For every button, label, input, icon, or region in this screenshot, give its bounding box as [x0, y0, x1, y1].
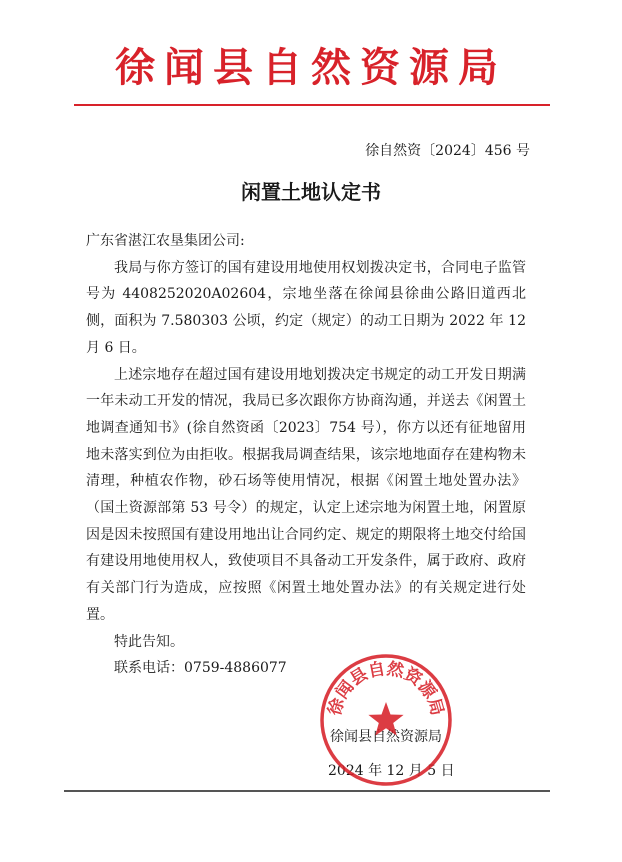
official-seal: [318, 652, 454, 788]
document-body: [86, 228, 526, 682]
issue-date: 2024 年 12 月 5 日: [328, 763, 455, 779]
document-number: 徐自然资〔2024〕456 号: [365, 143, 530, 159]
document-title: 闲置土地认定书: [241, 180, 381, 204]
closing-line: 特此告知。: [114, 633, 184, 650]
star-icon: [368, 702, 403, 736]
header-divider: [74, 104, 550, 106]
recipient: 广东省湛江农垦集团公司:: [86, 233, 245, 249]
agency-header: 徐闻县自然资源局: [115, 45, 507, 91]
footer-divider: [64, 790, 550, 792]
seal-text: 徐闻县自然资源局: [324, 659, 448, 718]
body-paragraph: 上述宗地存在超过国有建设用地划拨决定书规定的动工开发日期满一年未动工开发的情况，我局已多次跟你方协商沟通，并送去《闲置土地调查通知书》(徐自然资函〔2023〕754 号），你方以还有征地留用地未落实到位为由拒收。根据我局调查结果，该宗地地面存在建构物未清理，种植农作物，砂石场等使用情况，根据《闲置土地处置办法》（国土资源部第 53 号令）的规定，认定上述宗地为闲置土地，闲置原因是因未按照国有建设用地出让合同约定、规定的期限将土地交付给国有建设用地使用权人，致使项目不具备动工开发条件，属于政府、政府有关部门行为造成，应按照《闲置土地处置办法》的有关规定进行处置。: [86, 366, 526, 623]
body-paragraph: 我局与你方签订的国有建设用地使用权划拨决定书，合同电子监管号为 4408252020A02604，宗地坐落在徐闻县徐曲公路旧道西北侧，面积为 7.580303 公顷，约定（规定）的动工日期为 2022 年 12 月 6 日。: [86, 259, 526, 356]
contact-phone: 联系电话：0759-4886077: [114, 660, 287, 677]
issuer-name: 徐闻县自然资源局: [330, 729, 442, 745]
